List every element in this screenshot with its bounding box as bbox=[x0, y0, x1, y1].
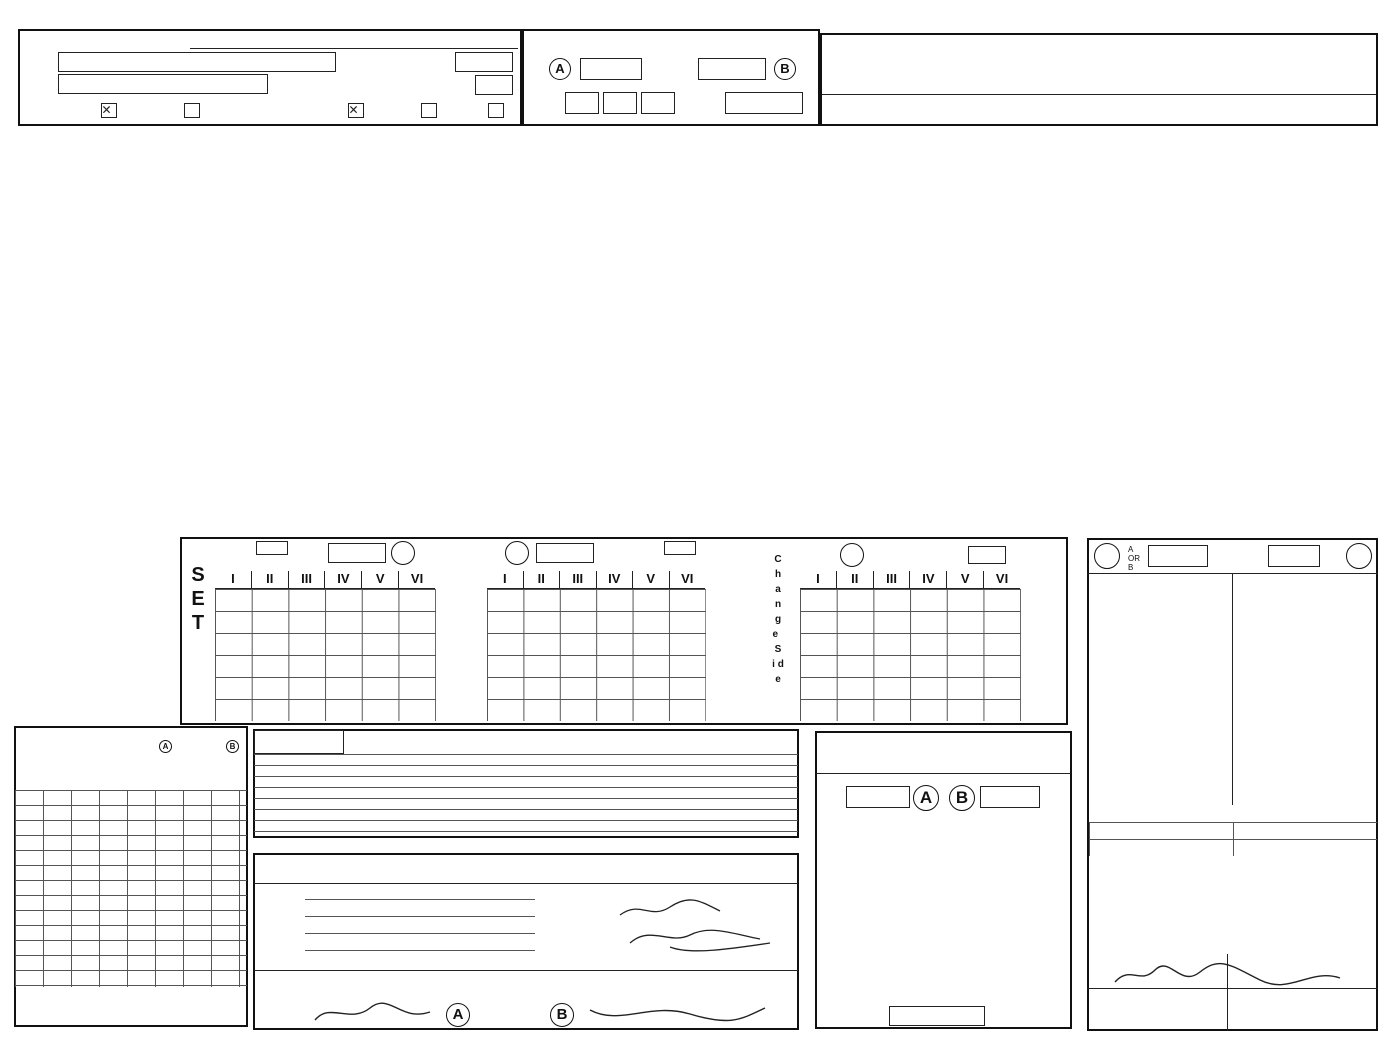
time-field[interactable] bbox=[725, 92, 803, 114]
remarks-lines[interactable] bbox=[254, 754, 798, 836]
set5-start-field[interactable] bbox=[256, 541, 288, 555]
captain-signature bbox=[1110, 960, 1350, 990]
set5-grid-a bbox=[215, 589, 436, 721]
captain-circle-a: A bbox=[446, 1003, 470, 1027]
results-team-b-field[interactable] bbox=[980, 786, 1040, 808]
approval-grid bbox=[305, 899, 535, 967]
points-at-change-field[interactable] bbox=[968, 546, 1006, 564]
volleyball-england-logo bbox=[850, 44, 960, 84]
approval-signatures bbox=[610, 895, 790, 965]
set5-circle-a[interactable] bbox=[391, 541, 415, 565]
line-judges-divider bbox=[254, 970, 798, 971]
date-month-field[interactable] bbox=[603, 92, 637, 114]
country-field[interactable] bbox=[455, 52, 513, 72]
youth-checkbox[interactable] bbox=[488, 103, 504, 118]
captain-circle-b: B bbox=[550, 1003, 574, 1027]
team-b-field[interactable] bbox=[698, 58, 766, 80]
results-circle-b: B bbox=[949, 785, 975, 811]
change-side-label: C h a n g e S i d e bbox=[772, 554, 784, 685]
libero-grid bbox=[1089, 822, 1377, 856]
winner-field[interactable] bbox=[889, 1006, 985, 1026]
senior-check-mark: ✕ bbox=[349, 100, 360, 118]
set5-letters: S E T bbox=[191, 564, 205, 634]
approval-header-line bbox=[254, 883, 798, 884]
set5-roman-a: I II III IV V VI bbox=[215, 571, 435, 589]
date-year-field[interactable] bbox=[641, 92, 675, 114]
captain-signatures bbox=[310, 998, 770, 1028]
improper-circle-a: A bbox=[159, 740, 172, 753]
women-checkbox[interactable] bbox=[184, 103, 200, 118]
results-box bbox=[815, 731, 1072, 1029]
junior-checkbox[interactable] bbox=[421, 103, 437, 118]
sanctions-grid bbox=[15, 790, 247, 987]
date-day-field[interactable] bbox=[565, 92, 599, 114]
set5-roman-c: I II III IV V VI bbox=[800, 571, 1020, 589]
roster-team-a-field[interactable] bbox=[1148, 545, 1208, 567]
set5-team-a-field[interactable] bbox=[328, 543, 386, 563]
team-a-field[interactable] bbox=[580, 58, 642, 80]
team-a-circle: A bbox=[549, 58, 571, 80]
hall-field[interactable] bbox=[58, 74, 268, 94]
set5-circle-c[interactable] bbox=[840, 543, 864, 567]
competition-underline bbox=[190, 48, 518, 49]
set5-circle-b[interactable] bbox=[505, 541, 529, 565]
roster-col1 bbox=[1232, 573, 1233, 805]
results-header-line bbox=[816, 773, 1071, 774]
men-check-mark: ✕ bbox=[102, 100, 113, 118]
roster-circle-a[interactable] bbox=[1094, 543, 1120, 569]
set5-grid-b bbox=[487, 589, 706, 721]
improper-circle-b: B bbox=[226, 740, 239, 753]
set5-team-b-field[interactable] bbox=[536, 543, 594, 563]
results-team-a-field[interactable] bbox=[846, 786, 910, 808]
set5-roman-b: I II III IV V VI bbox=[487, 571, 705, 589]
results-circle-a: A bbox=[913, 785, 939, 811]
city-field[interactable] bbox=[58, 52, 336, 72]
title-divider bbox=[822, 94, 1376, 95]
set5-grid-c bbox=[800, 589, 1021, 721]
team-b-circle: B bbox=[774, 58, 796, 80]
roster-a-or-b: A OR B bbox=[1128, 545, 1140, 572]
match-field[interactable] bbox=[475, 75, 513, 95]
roster-team-b-field[interactable] bbox=[1268, 545, 1320, 567]
remarks-title-box bbox=[254, 730, 344, 754]
set5-end-field[interactable] bbox=[664, 541, 696, 555]
roster-circle-b[interactable] bbox=[1346, 543, 1372, 569]
